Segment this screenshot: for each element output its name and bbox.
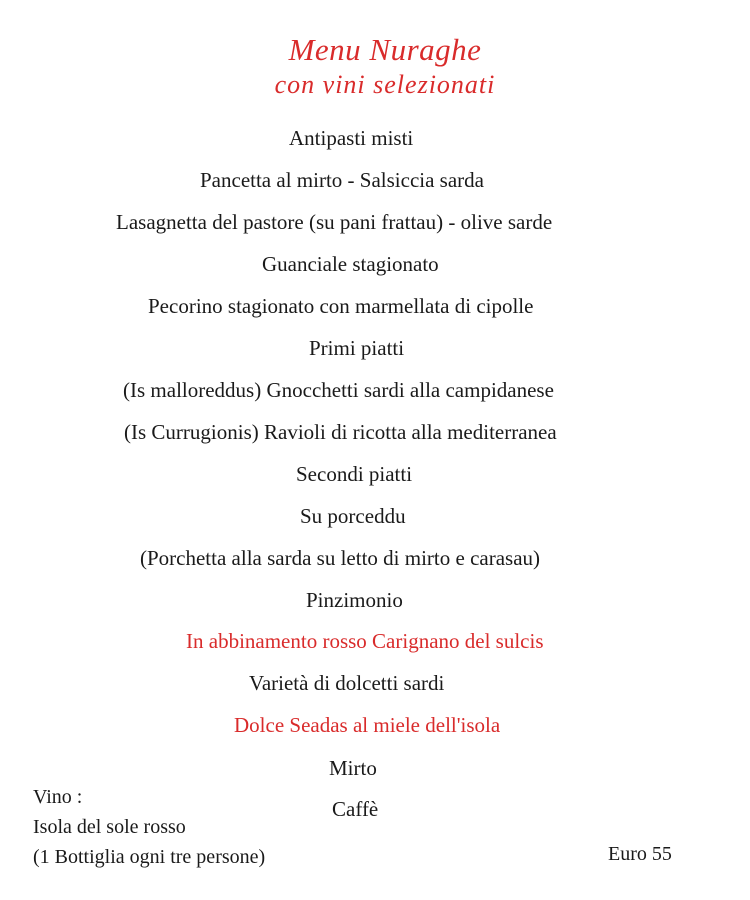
- wine-pairing-line: In abbinamento rosso Carignano del sulcis: [186, 629, 544, 653]
- wine-label: Vino :: [33, 786, 83, 808]
- menu-item-antipasti: Antipasti misti: [289, 126, 414, 150]
- menu-subtitle: con vini selezionati: [274, 70, 496, 99]
- menu-title: Menu Nuraghe: [288, 32, 482, 67]
- menu-item: Pancetta al mirto - Salsiccia sarda: [200, 168, 484, 192]
- menu-item: (Porchetta alla sarda su letto di mirto e carasau): [140, 546, 541, 570]
- menu-item-mirto: Mirto: [329, 756, 377, 780]
- menu-item-dolci: Varietà di dolcetti sardi: [249, 671, 445, 695]
- menu-item: Guanciale stagionato: [262, 252, 439, 276]
- dessert-line: Dolce Seadas al miele dell'isola: [234, 713, 501, 737]
- menu-item: (Is Currugionis) Ravioli di ricotta alla mediterranea: [124, 420, 557, 444]
- menu-item: Pinzimonio: [306, 588, 403, 612]
- menu-item: (Is malloreddus) Gnocchetti sardi alla campidanese: [123, 378, 554, 402]
- wine-note: (1 Bottiglia ogni tre persone): [33, 846, 266, 868]
- price: Euro 55: [608, 843, 672, 865]
- menu-item: Pecorino stagionato con marmellata di cipolle: [148, 294, 534, 318]
- menu-item: Su porceddu: [300, 504, 406, 528]
- menu-item-secondi: Secondi piatti: [296, 462, 413, 486]
- wine-name: Isola del sole rosso: [33, 816, 186, 838]
- menu-item-primi: Primi piatti: [309, 336, 405, 360]
- menu-item-caffe: Caffè: [332, 797, 379, 821]
- menu-item: Lasagnetta del pastore (su pani frattau) - olive sarde: [116, 210, 553, 234]
